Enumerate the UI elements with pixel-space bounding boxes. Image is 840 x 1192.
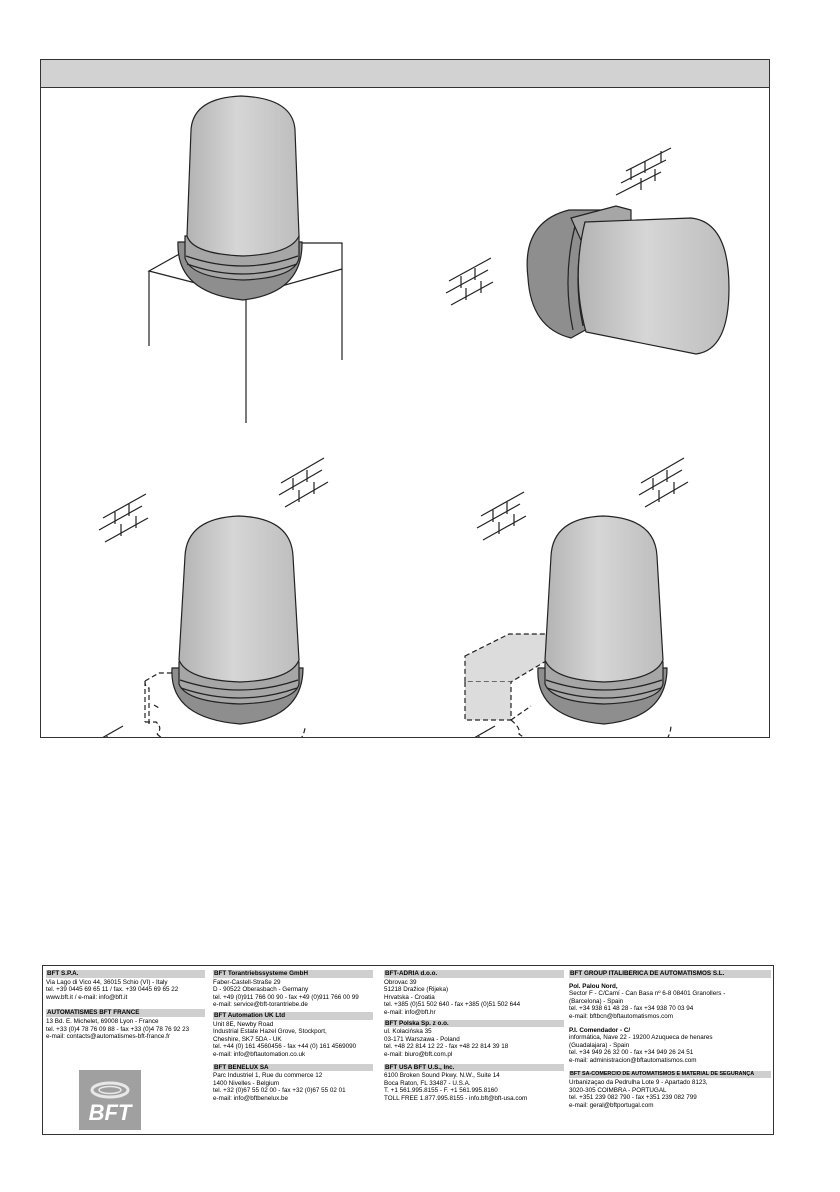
address-subheading: Pol. Palou Nord,	[569, 982, 618, 990]
company-heading: BFT USA BFT U.S., Inc.	[384, 1064, 564, 1072]
installation-figure-frame	[40, 59, 770, 738]
company-heading: BFT Polska Sp. z o.o.	[384, 1020, 564, 1028]
address-line: tel. +33 (0)4 78 76 09 88 - fax +33 (0)4 78 76 92 23	[46, 1025, 190, 1033]
address-line: Obrovac 39	[384, 978, 417, 986]
lamp-wall-bracket-illustration	[77, 458, 328, 737]
address-line: Boca Raton, FL 33487 - U.S.A.	[384, 1079, 471, 1087]
company-heading: BFT-ADRIA d.o.o.	[384, 970, 564, 978]
company-addresses-footer	[42, 965, 774, 1135]
address-line: tel. +49 (0)911 766 00 90 - fax +49 (0)911 766 00 99	[213, 993, 359, 1001]
figure-header-bar	[41, 60, 769, 88]
address-line: 6100 Broken Sound Pkwy. N.W., Suite 14	[384, 1072, 500, 1080]
company-heading: AUTOMATISMES BFT FRANCE	[46, 1009, 205, 1017]
address-line: e-mail: bftbcn@bftautomatismos.com	[569, 1012, 674, 1020]
address-line: e-mail: info@bftautomation.co.uk	[213, 1050, 306, 1058]
address-line: Sector F - C/Camí - Can Basa nº 6-8 08401 Granollers -	[569, 990, 726, 998]
installation-illustrations	[41, 88, 769, 737]
address-line: tel. +44 (0) 161 4560456 - fax +44 (0) 161 4569090	[213, 1043, 357, 1051]
logo-text: BFT	[88, 1100, 132, 1125]
address-line: Industrial Estate Hazel Grove, Stockport,	[213, 1028, 327, 1036]
bft-logo	[79, 1070, 141, 1130]
address-line: tel. +39 0445 69 65 11 / fax. +39 0445 69 65 22	[46, 986, 179, 994]
address-line: 3020-305 COIMBRA - PORTUGAL	[569, 1086, 667, 1094]
address-line: TOLL FREE 1.877.995.8155 - info.bft@bft-usa.com	[384, 1094, 528, 1102]
address-line: www.bft.it / e-mail: info@bft.it	[46, 993, 128, 1001]
address-line: e-mail: contacts@automatismes-bft-france.fr	[46, 1033, 170, 1041]
address-line: e-mail: service@bft-torantriebe.de	[213, 1001, 308, 1009]
lamp-wall-bracket-box-illustration	[449, 458, 688, 737]
address-line: (Guadalajara) - Spain	[569, 1041, 630, 1049]
address-line: tel. +32 (0)67 55 02 00 - fax +32 (0)67 55 02 01	[213, 1087, 346, 1095]
address-column-3	[384, 970, 564, 1103]
company-heading: BFT Automation UK Ltd	[213, 1012, 373, 1020]
address-line: e-mail: info@bftbenelux.be	[213, 1094, 289, 1102]
address-line: 13 Bd. E. Michelet, 69008 Lyon - France	[46, 1017, 159, 1025]
address-line: e-mail: biuro@bft.com.pl	[384, 1050, 453, 1058]
address-line: informática, Nave 22 - 19200 Azuqueca de henares	[569, 1034, 713, 1042]
address-subheading: P.I. Comendador - C/	[569, 1026, 631, 1034]
address-line: tel. +351 239 082 790 - fax +351 239 082 799	[569, 1094, 697, 1102]
address-line: Via Lago di Vico 44, 36015 Schio (VI) - Italy	[46, 978, 168, 986]
address-line: T. +1 561.995.8155 - F. +1 561.995.8160	[384, 1087, 498, 1095]
address-line: tel. +385 (0)51 502 640 - fax +385 (0)51 502 644	[384, 1001, 521, 1009]
address-line: ul. Kołacińska 35	[384, 1028, 432, 1036]
address-line: e-mail: info@bft.hr	[384, 1008, 436, 1016]
address-line: 03-171 Warszawa - Poland	[384, 1035, 460, 1043]
address-line: e-mail: administracion@bftautomatismos.com	[569, 1056, 697, 1064]
address-line: Faber-Castell-Straße 29	[213, 978, 281, 986]
address-line: (Barcelona) - Spain	[569, 997, 624, 1005]
address-line: e-mail: geral@bftportugal.com	[569, 1101, 654, 1109]
company-heading: BFT SA-COMERCIO DE AUTOMATISMOS E MATERIAL DE SEGURANÇA	[569, 1071, 771, 1079]
address-line: Hrvatska - Croatia	[384, 993, 435, 1001]
address-line: 51218 Dražice (Rijeka)	[384, 986, 449, 994]
address-column-2	[213, 970, 373, 1103]
company-heading: BFT Torantriebssysteme GmbH	[213, 970, 373, 978]
address-line: D - 90522 Oberasbach - Germany	[213, 986, 309, 994]
lamp-on-pillar-illustration	[149, 96, 342, 423]
company-heading: BFT BENELUX SA	[213, 1064, 373, 1072]
address-line: tel. +34 949 26 32 00 - fax +34 949 26 24 51	[569, 1049, 694, 1057]
lamp-wall-horizontal-illustration	[446, 148, 729, 354]
address-column-4	[569, 970, 771, 1110]
address-line: Unit 8E, Newby Road	[213, 1020, 274, 1028]
company-heading: BFT S.P.A.	[46, 970, 205, 978]
address-column-1	[46, 970, 205, 1041]
address-line: Cheshire, SK7 5DA - UK	[213, 1035, 282, 1043]
address-line: Urbanizaçao da Pedrulha Lote 9 - Apartado 8123,	[569, 1079, 708, 1087]
address-line: Parc Industriel 1, Rue du commerce 12	[213, 1072, 323, 1080]
company-heading: BFT GROUP ITALIBERICA DE AUTOMATISMOS S.L.	[569, 970, 771, 978]
address-line: tel. +48 22 814 12 22 - fax +48 22 814 39 18	[384, 1043, 509, 1051]
address-line: 1400 Nivelles - Belgium	[213, 1079, 280, 1087]
address-line: tel. +34 938 61 48 28 - fax +34 938 70 03 94	[569, 1005, 694, 1013]
